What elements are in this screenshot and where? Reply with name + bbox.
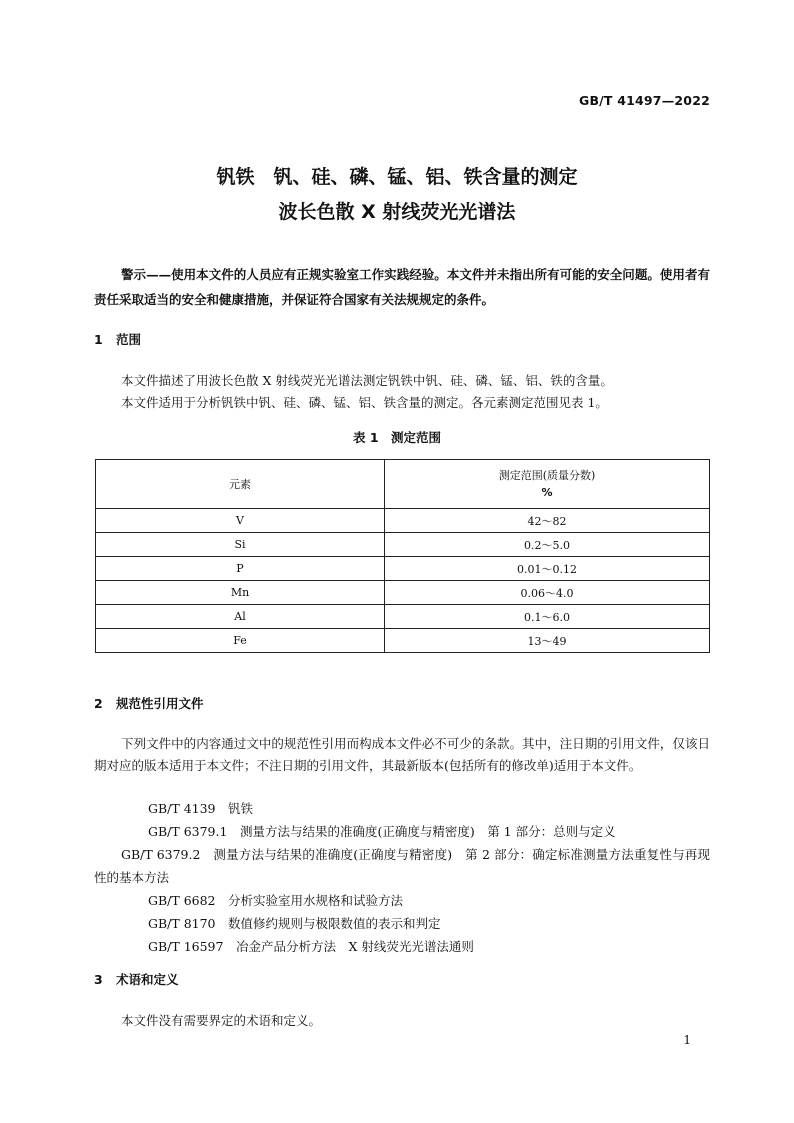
- reference-item: [94, 820, 710, 843]
- measurement-range-table: [95, 459, 710, 653]
- section-3-number: 3: [94, 972, 103, 987]
- header-range: [385, 460, 710, 509]
- element-cell: P: [96, 557, 385, 581]
- header-range-unit: %: [541, 486, 553, 499]
- table-row: [96, 605, 710, 629]
- reference-title: 钒铁: [228, 801, 254, 816]
- reference-title: 冶金产品分析方法 X 射线荧光光谱法通则: [235, 939, 474, 954]
- reference-item: [94, 797, 710, 820]
- section-2-intro: 下列文件中的内容通过文中的规范性引用而构成本文件必不可少的条款。其中，注日期的引用文件，仅该日期对应的版本适用于本文件；不注日期的引用文件，其最新版本(包括所有的修改单)适用于本文件。: [94, 736, 710, 773]
- reference-code: GB/T 8170: [148, 916, 216, 931]
- header-element: 元素: [96, 460, 385, 509]
- element-cell: Mn: [96, 581, 385, 605]
- section-1-number: 1: [94, 332, 103, 347]
- range-cell: 13～49: [385, 629, 710, 653]
- range-cell: 0.1～6.0: [385, 605, 710, 629]
- range-cell: 0.2～5.0: [385, 533, 710, 557]
- section-3-body: 本文件没有需要界定的术语和定义。: [121, 1013, 322, 1028]
- section-2-heading: [94, 694, 204, 712]
- section-1-paragraph: 本文件适用于分析钒铁中钒、硅、磷、锰、铝、铁含量的测定。各元素测定范围见表 1。: [121, 395, 608, 410]
- reference-code: GB/T 16597: [148, 939, 224, 954]
- table-row: [96, 557, 710, 581]
- section-1-heading: [94, 330, 141, 348]
- reference-code: GB/T 6682: [148, 893, 216, 908]
- reference-item: [94, 843, 710, 889]
- warning-paragraph: 警示——使用本文件的人员应有正规实验室工作实践经验。本文件并未指出所有可能的安全问题。使用者有责任采取适当的安全和健康措施，并保证符合国家有关法规规定的条件。: [94, 267, 710, 307]
- reference-code: GB/T 6379.2: [121, 847, 201, 862]
- table-row: [96, 509, 710, 533]
- table-1-caption: 表 1 测定范围: [352, 430, 442, 445]
- element-cell: Fe: [96, 629, 385, 653]
- element-cell: V: [96, 509, 385, 533]
- reference-title: 测量方法与结果的准确度(正确度与精密度) 第 1 部分：总则与定义: [239, 824, 616, 839]
- section-1-paragraph: 本文件描述了用波长色散 X 射线荧光光谱法测定钒铁中钒、硅、磷、锰、铝、铁的含量。: [121, 373, 613, 388]
- section-1-title: 范围: [116, 332, 142, 347]
- document-title-line2: 波长色散 X 射线荧光光谱法: [278, 201, 516, 223]
- reference-code: GB/T 4139: [148, 801, 216, 816]
- section-2-number: 2: [94, 696, 103, 711]
- section-1-body: [94, 370, 710, 414]
- reference-title: 测量方法与结果的准确度(正确度与精密度) 第 2 部分：确定标准测量方法重复性与再现性的基本方法: [94, 847, 710, 885]
- reference-code: GB/T 6379.1: [148, 824, 228, 839]
- section-3-heading: [94, 970, 179, 988]
- reference-title: 数值修约规则与极限数值的表示和判定: [228, 916, 441, 931]
- element-cell: Al: [96, 605, 385, 629]
- section-3-title: 术语和定义: [116, 972, 179, 987]
- reference-item: [94, 889, 710, 912]
- reference-item: [94, 935, 710, 958]
- table-header-row: [96, 460, 710, 509]
- normative-references-list: [94, 797, 710, 958]
- page-number: 1: [683, 1033, 691, 1047]
- range-cell: 0.06～4.0: [385, 581, 710, 605]
- element-cell: Si: [96, 533, 385, 557]
- range-cell: 42～82: [385, 509, 710, 533]
- range-cell: 0.01～0.12: [385, 557, 710, 581]
- standard-id: GB/T 41497—2022: [578, 93, 710, 108]
- document-title-line1: 钒铁 钒、硅、磷、锰、铝、铁含量的测定: [216, 166, 578, 188]
- reference-item: [94, 912, 710, 935]
- table-row: [96, 629, 710, 653]
- table-row: [96, 533, 710, 557]
- header-range-label: 测定范围(质量分数): [498, 469, 596, 482]
- reference-title: 分析实验室用水规格和试验方法: [228, 893, 404, 908]
- section-2-title: 规范性引用文件: [116, 696, 204, 711]
- table-row: [96, 581, 710, 605]
